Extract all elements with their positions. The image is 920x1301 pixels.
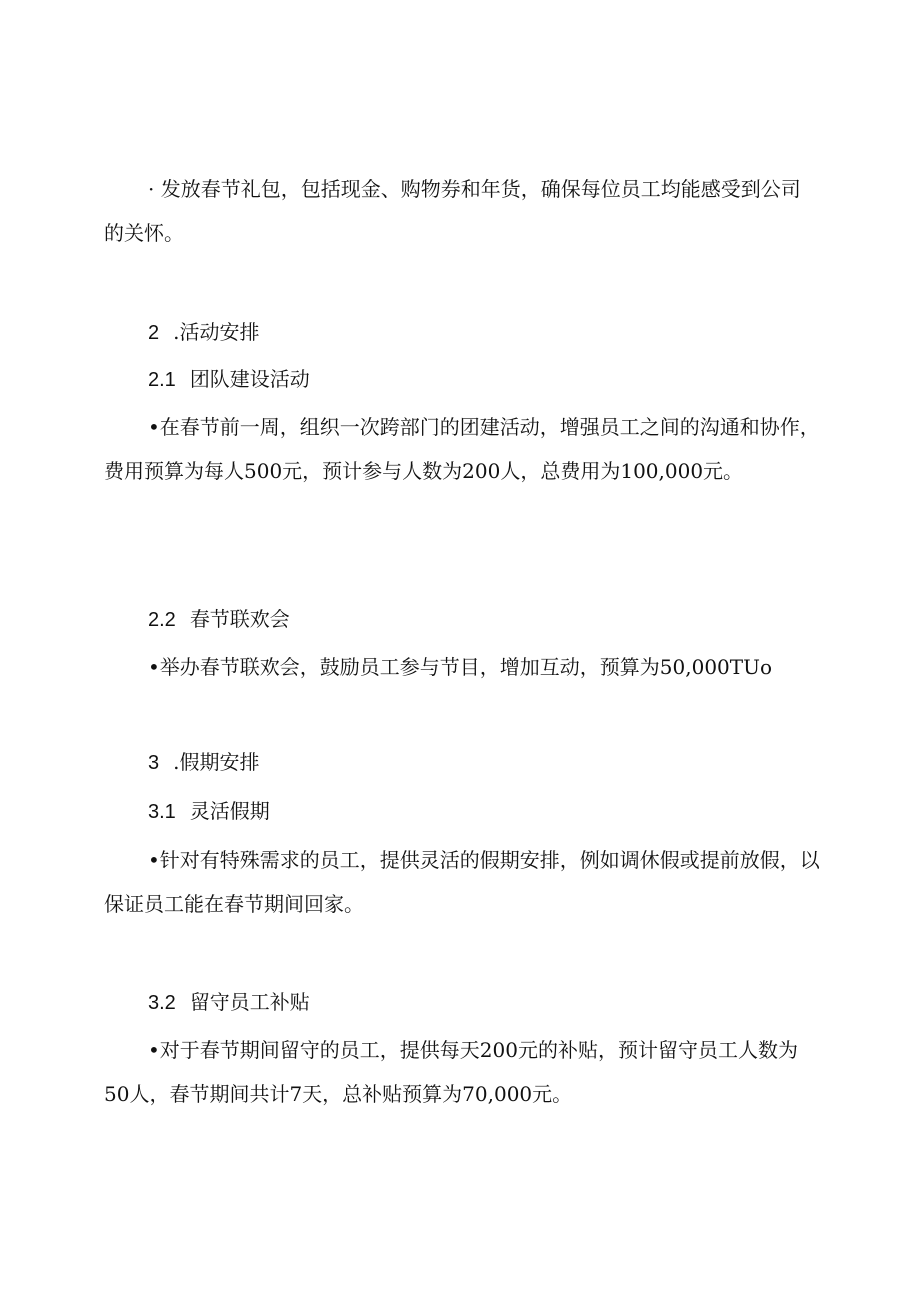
section-title: .假期安排 (173, 750, 260, 774)
section-heading-holidays (148, 747, 259, 778)
section-number: 3 (148, 752, 160, 774)
paragraph-team-building: •在春节前一周，组织一次跨部门的团建活动，增强员工之间的沟通和协作，费用预算为每人500元，预计参与人数为200人，总费用为100,000元。 (104, 415, 820, 483)
subsection-number: 3.2 (148, 992, 176, 1014)
paragraph-staff-subsidy: •对于春节期间留守的员工，提供每天200元的补贴，预计留守员工人数为50人，春节期间共计7天，总补贴预算为70,000元。 (104, 1038, 798, 1106)
subsection-heading-team-building (148, 364, 310, 395)
paragraph-flexible-holidays: •针对有特殊需求的员工，提供灵活的假期安排，例如调休假或提前放假，以保证员工能在春节期间回家。 (104, 848, 820, 916)
section-heading-activities (148, 317, 259, 348)
paragraph-gift-package: · 发放春节礼包，包括现金、购物券和年货，确保每位员工均能感受到公司的关怀。 (104, 177, 801, 245)
subsection-heading-flexible-holidays (148, 796, 270, 827)
section-title: .活动安排 (173, 320, 260, 344)
paragraph-gala: •举办春节联欢会，鼓励员工参与节目，增加互动，预算为50,000TUo (148, 655, 773, 679)
subsection-title: 留守员工补贴 (189, 990, 310, 1014)
subsection-title: 春节联欢会 (189, 607, 290, 631)
subsection-number: 3.1 (148, 801, 176, 823)
section-number: 2 (148, 322, 160, 344)
subsection-heading-gala (148, 604, 290, 635)
subsection-number: 2.2 (148, 609, 176, 631)
subsection-title: 灵活假期 (189, 799, 270, 823)
subsection-number: 2.1 (148, 369, 176, 391)
subsection-title: 团队建设活动 (189, 367, 310, 391)
subsection-heading-staff-subsidy (148, 987, 310, 1018)
